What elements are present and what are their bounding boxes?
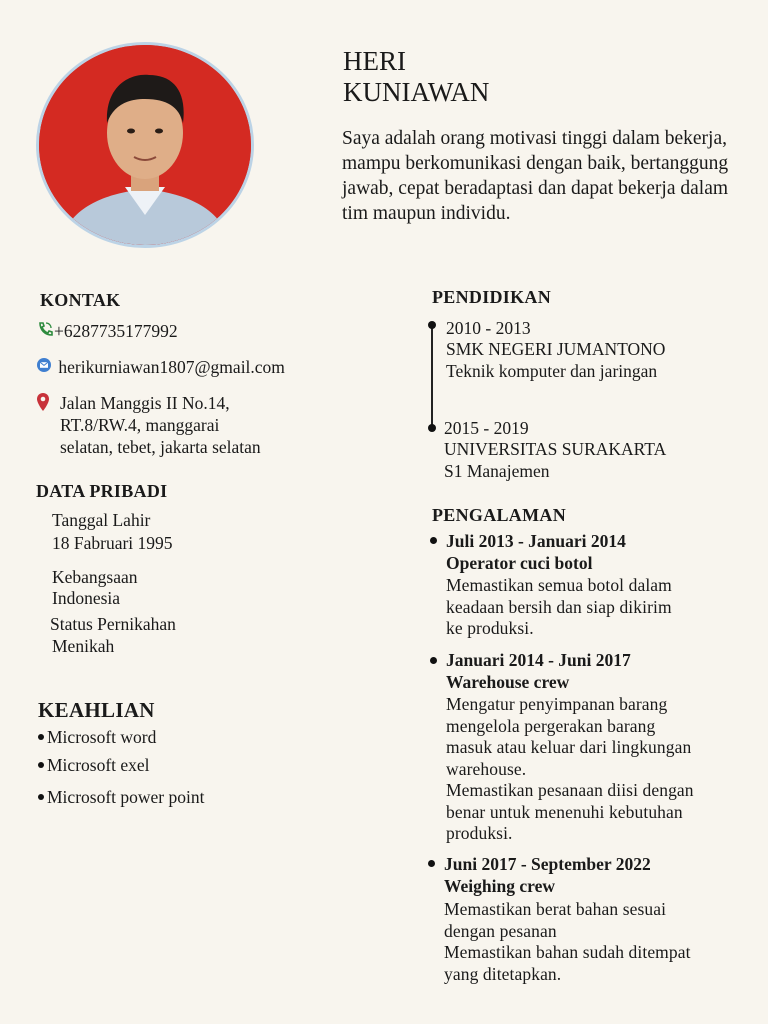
marital-status-value: Menikah	[52, 636, 115, 656]
experience-description: Memastikan semua botol dalam keadaan bersih dan siap dikirim ke produksi.	[446, 575, 672, 638]
education-period: 2015 - 2019	[444, 418, 529, 438]
education-heading: PENDIDIKAN	[432, 287, 552, 307]
contact-address: Jalan Manggis II No.14, RT.8/RW.4, manggarai selatan, tebet, jakarta selatan	[60, 393, 261, 457]
nationality-value: Indonesia	[52, 588, 121, 608]
personal-data-heading: DATA PRIBADI	[36, 481, 168, 501]
contact-heading: KONTAK	[40, 290, 121, 310]
phone-number: +6287735177992	[54, 321, 178, 341]
profile-summary: Saya adalah orang motivasi tinggi dalam bekerja, mampu berkomunikasi dengan baik, bertanggung jawab, cepat beradaptasi dan dapat bekerja dalam tim maupun individu.	[342, 128, 729, 224]
bullet-icon	[38, 762, 44, 768]
experience-bullet-icon	[430, 537, 437, 544]
experience-bullet-icon	[430, 657, 437, 664]
timeline-dot-icon	[428, 321, 436, 329]
skill-item: Microsoft word	[38, 726, 156, 748]
experience-description: Mengatur penyimpanan barang mengelola pergerakan barang masuk atau keluar dari lingkungan warehouse. Memastikan pesanaan diisi dengan benar untuk menenuhi kebutuhan produksi.	[446, 694, 694, 843]
experience-period: Juli 2013 - Januari 2014	[446, 531, 626, 551]
experience-period: Januari 2014 - Juni 2017	[446, 650, 631, 670]
experience-role: Weighing crew	[444, 876, 555, 896]
marital-status-label: Status Pernikahan	[50, 614, 176, 634]
contact-phone[interactable]	[36, 320, 178, 342]
education-school: UNIVERSITAS SURAKARTA	[444, 439, 667, 459]
experience-role: Warehouse crew	[446, 672, 570, 692]
person-name: HERI KUNIAWAN	[343, 46, 490, 107]
skills-heading: KEAHLIAN	[38, 698, 155, 722]
email-icon	[36, 356, 54, 378]
skill-item: Microsoft power point	[38, 786, 204, 808]
person-silhouette-icon	[39, 45, 251, 245]
timeline-dot-icon	[428, 424, 436, 432]
birth-date-label: Tanggal Lahir	[52, 510, 151, 530]
location-pin-icon	[36, 392, 50, 417]
education-timeline-line	[431, 324, 433, 430]
bullet-icon	[38, 794, 44, 800]
profile-photo	[36, 42, 254, 248]
birth-date-value: 18 Fabruari 1995	[52, 533, 173, 553]
experience-period: Juni 2017 - September 2022	[444, 854, 651, 874]
phone-icon	[36, 320, 54, 342]
contact-email[interactable]	[36, 356, 285, 378]
nationality-label: Kebangsaan	[52, 567, 138, 587]
email-address: herikurniawan1807@gmail.com	[58, 357, 285, 377]
experience-heading: PENGALAMAN	[432, 505, 566, 525]
experience-description: Memastikan berat bahan sesuai dengan pesanan Memastikan bahan sudah ditempat yang ditetapkan.	[444, 899, 691, 984]
bullet-icon	[38, 734, 44, 740]
experience-role: Operator cuci botol	[446, 553, 593, 573]
experience-bullet-icon	[428, 860, 435, 867]
education-school: SMK NEGERI JUMANTONO	[446, 339, 666, 359]
education-major: Teknik komputer dan jaringan	[446, 361, 658, 381]
education-major: S1 Manajemen	[444, 461, 550, 481]
skill-item: Microsoft exel	[38, 754, 150, 776]
education-period: 2010 - 2013	[446, 318, 531, 338]
